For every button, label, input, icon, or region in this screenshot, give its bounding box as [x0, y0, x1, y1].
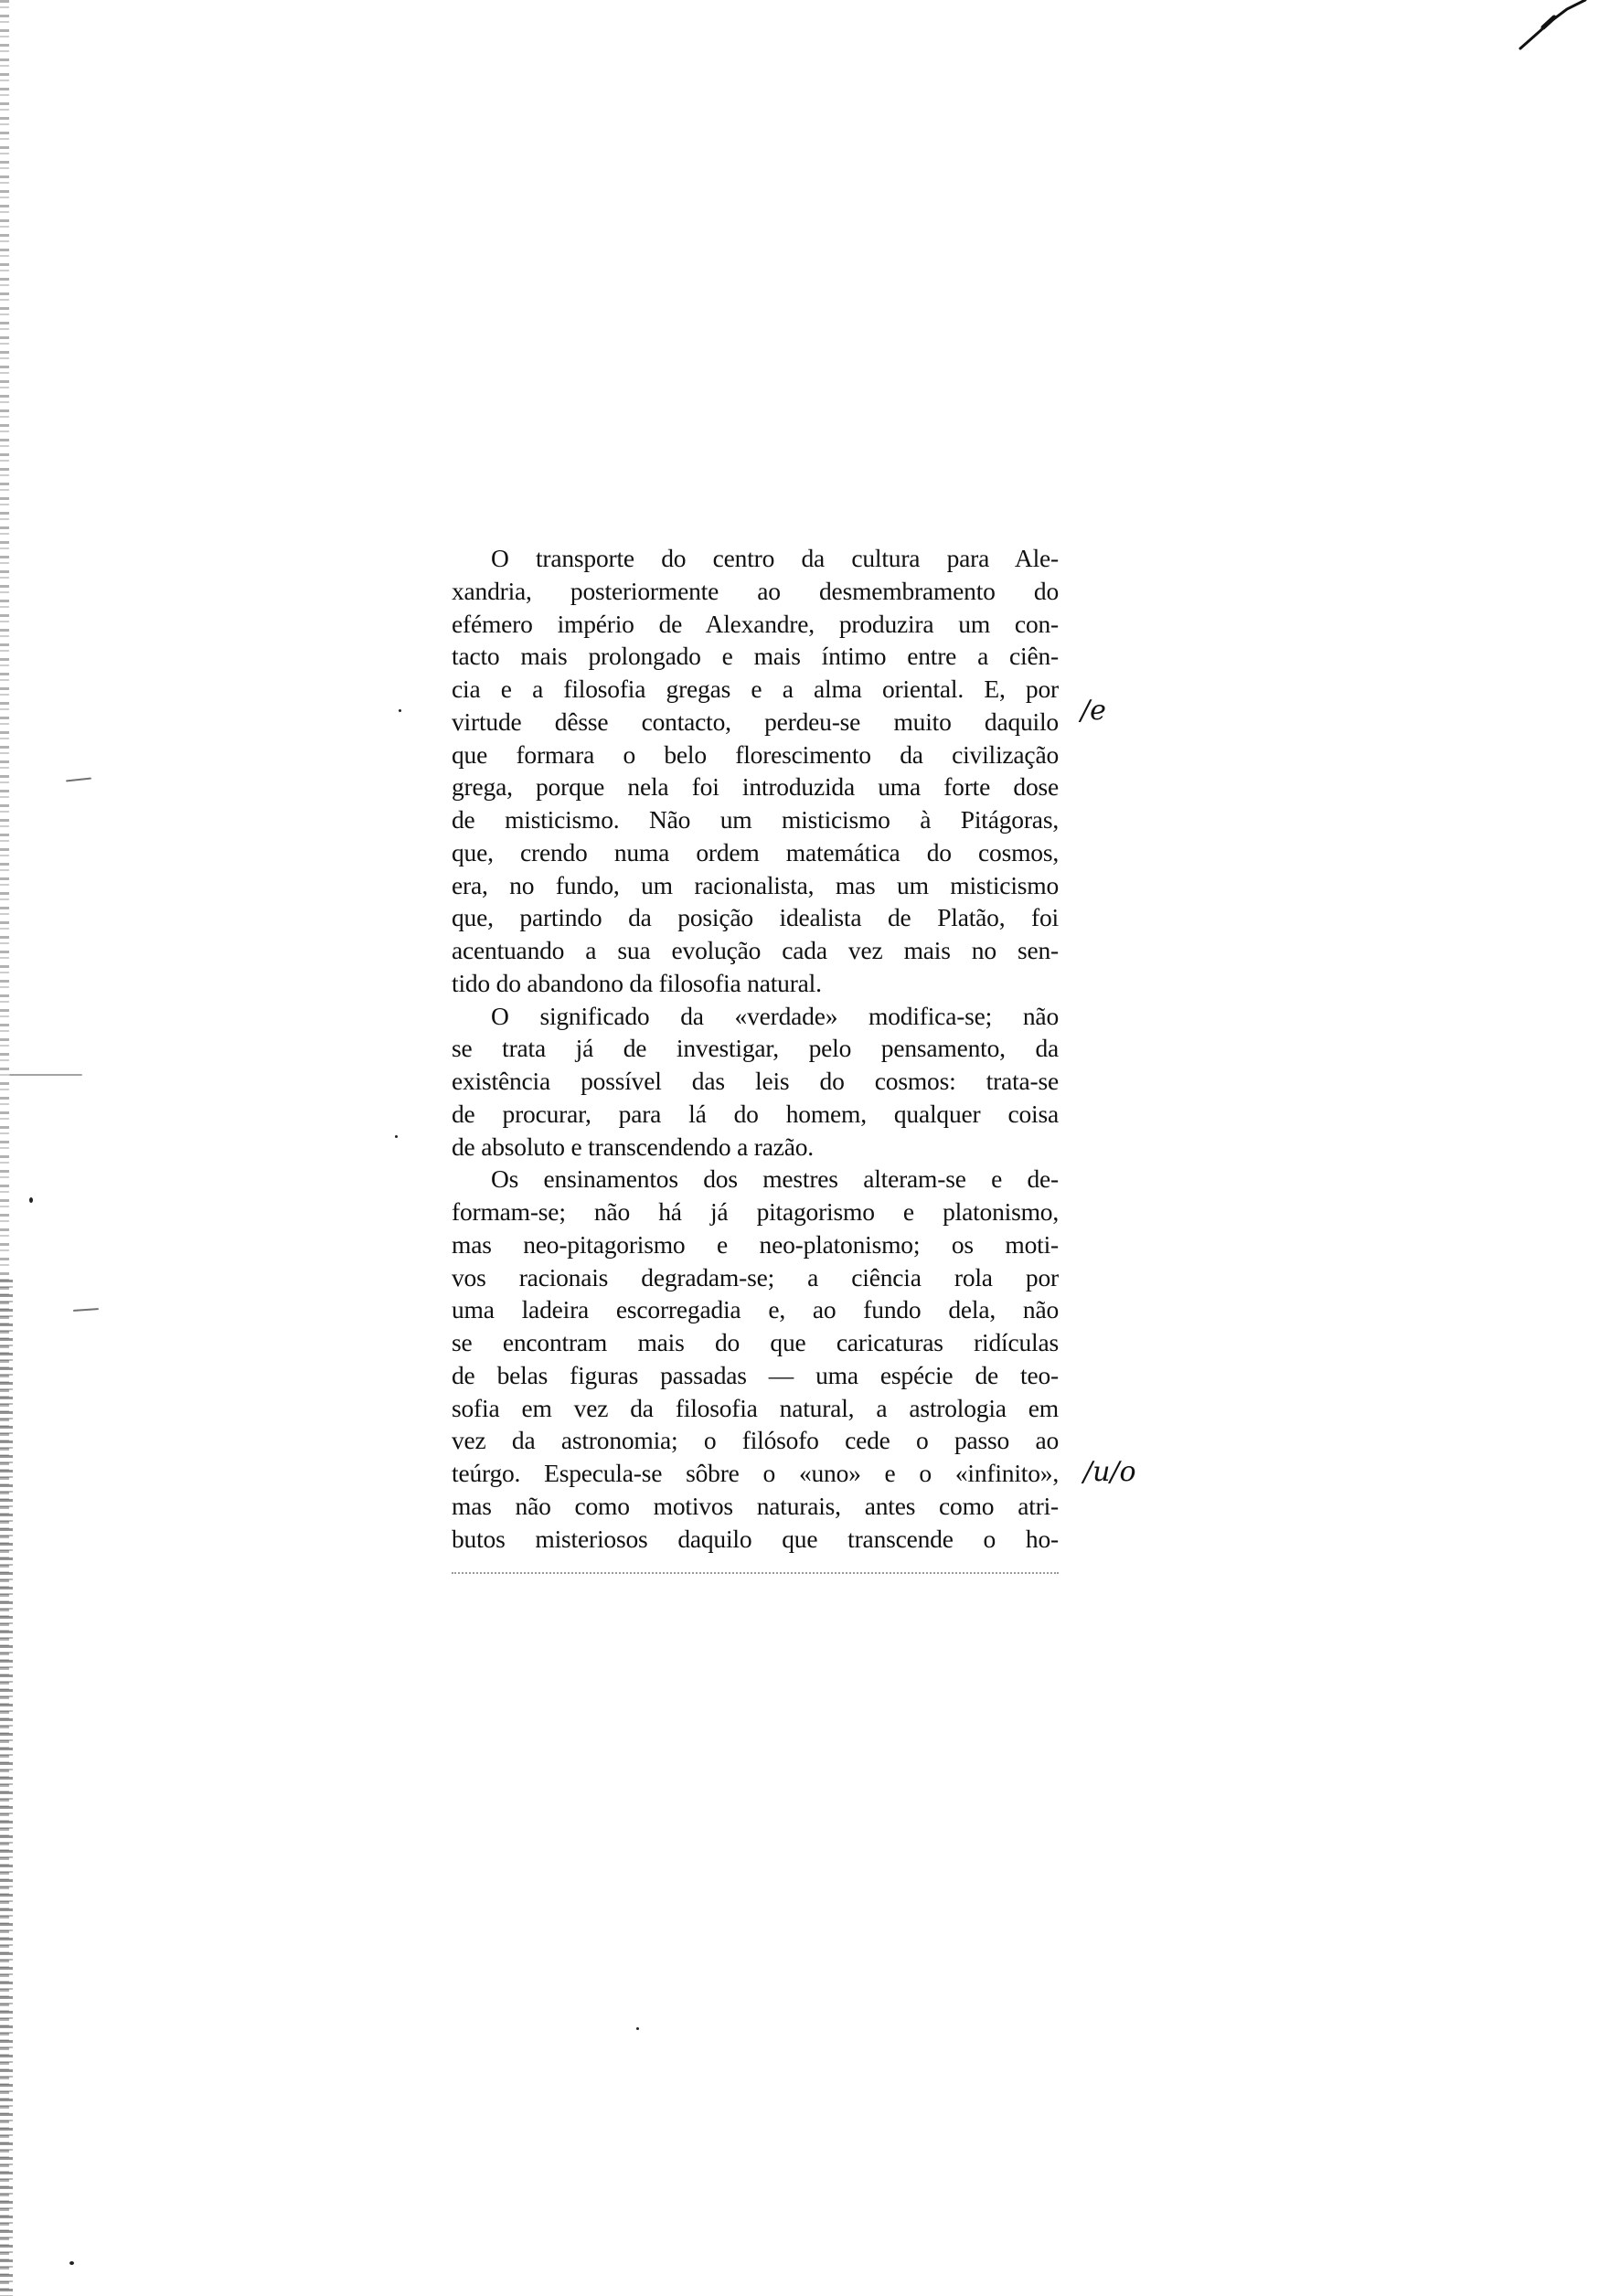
scan-speck — [395, 1135, 398, 1138]
text-line: O transporte do centro da cultura para Ale- — [491, 544, 1059, 572]
text-line: que formara o belo florescimento da civilização — [452, 739, 1059, 769]
text-line: acentuando a sua evolução cada vez mais no sen- — [452, 936, 1059, 964]
pen-stroke-mark — [1518, 0, 1609, 55]
dotted-page-rule — [452, 1572, 1059, 1574]
scan-speck — [29, 1197, 33, 1203]
text-line: se trata já de investigar, pelo pensamento, da — [452, 1034, 1059, 1063]
text-line: era, no fundo, um racionalista, mas um misticismo — [452, 870, 1059, 899]
text-line: grega, porque nela foi introduzida uma forte dose — [452, 772, 1059, 802]
text-line: de belas figuras passadas — uma espécie de teo- — [452, 1360, 1059, 1389]
margin-annotation-2: /u/o — [1083, 1456, 1136, 1488]
text-line: virtude dêsse contacto, perdeu-se muito daquilo — [452, 707, 1059, 736]
text-line: vos racionais degradam-se; a ciência rola por — [452, 1262, 1059, 1292]
text-line: tacto mais prolongado e mais íntimo entre a ciên- — [452, 642, 1059, 671]
scan-artifact — [73, 1308, 99, 1312]
text-line: de procurar, para lá do homem, qualquer coisa — [452, 1099, 1059, 1128]
text-line: butos misteriosos daquilo que transcende o ho- — [452, 1524, 1059, 1553]
text-line: xandria, posteriormente ao desmembramento do — [452, 576, 1059, 605]
text-line: sofia em vez da filosofia natural, a astrologia em — [452, 1393, 1059, 1422]
text-line: se encontram mais do que caricaturas ridículas — [452, 1328, 1059, 1356]
text-line: O significado da «verdade» modifica-se; não — [491, 1001, 1059, 1030]
text-line: de absoluto e transcendendo a razão. — [452, 1132, 814, 1161]
paragraph-1 — [452, 542, 1059, 1000]
text-line: que, crendo numa ordem matemática do cosmos, — [452, 837, 1059, 866]
text-line: de misticismo. Não um misticismo à Pitágoras, — [452, 805, 1059, 834]
text-line: teúrgo. Especula-se sôbre o «uno» e o «infinito», — [452, 1459, 1059, 1487]
text-line: uma ladeira escorregadia e, ao fundo dela, não — [452, 1295, 1059, 1324]
text-line: mas não como motivos naturais, antes como atri- — [452, 1491, 1059, 1520]
body-text — [452, 542, 1059, 1555]
scan-artifact — [66, 778, 91, 782]
margin-annotation-1: /e — [1081, 695, 1106, 727]
paragraph-2 — [452, 1000, 1059, 1164]
scan-speck — [399, 709, 401, 712]
text-line: formam-se; não há já pitagorismo e platonismo, — [452, 1197, 1059, 1226]
scan-speck — [69, 2261, 74, 2265]
text-line: efémero império de Alexandre, produzira um con- — [452, 609, 1059, 638]
text-line: que, partindo da posição idealista de Platão, foi — [452, 903, 1059, 932]
text-line: Os ensinamentos dos mestres alteram-se e de- — [491, 1164, 1059, 1194]
text-line: tido do abandono da filosofia natural. — [452, 968, 822, 997]
scan-speck — [636, 2027, 639, 2030]
text-line: existência possível das leis do cosmos: trata-se — [452, 1067, 1059, 1095]
text-line: vez da astronomia; o filósofo cede o passo ao — [452, 1426, 1059, 1455]
paragraph-3 — [452, 1163, 1059, 1555]
scan-edge-noise-lower — [0, 1280, 13, 2296]
scan-artifact — [9, 1074, 82, 1076]
text-line: cia e a filosofia gregas e a alma oriental. E, por — [452, 675, 1059, 703]
text-line: mas neo-pitagorismo e neo-platonismo; os moti- — [452, 1229, 1059, 1259]
